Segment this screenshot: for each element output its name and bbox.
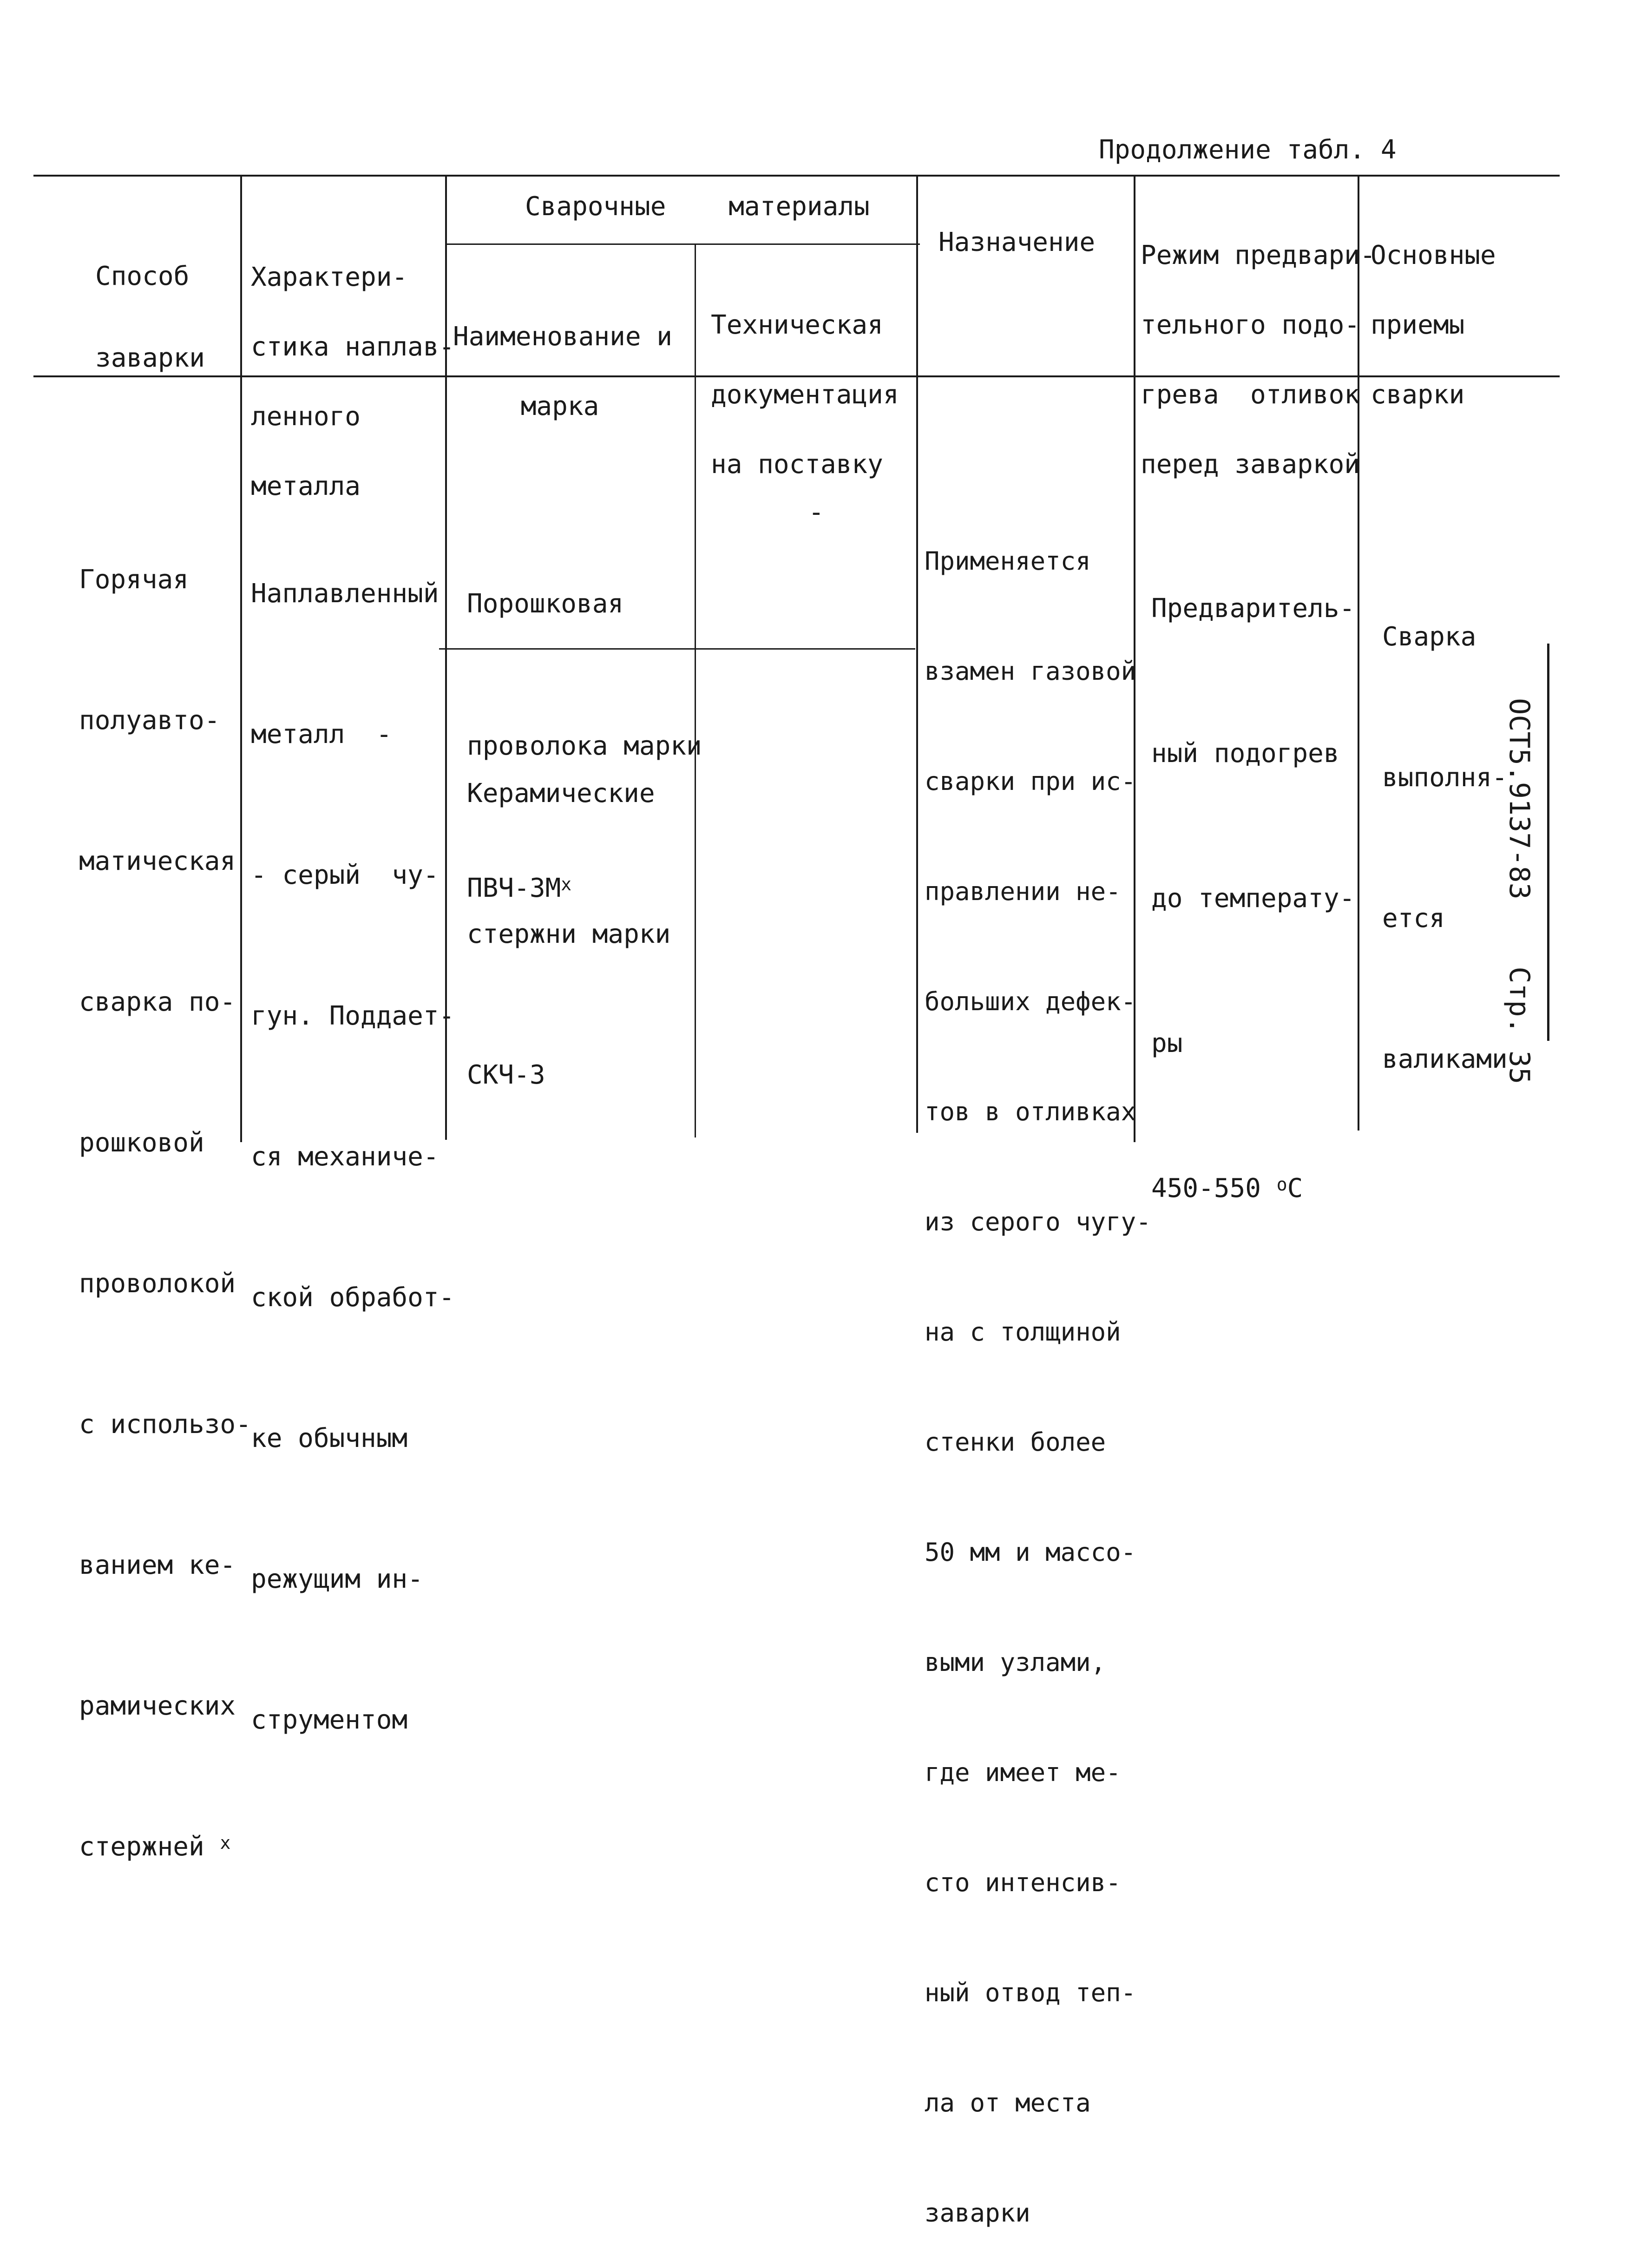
header-materials-doc: Техническая документация на поставку <box>711 310 899 480</box>
table-top-rule <box>33 175 1560 177</box>
cell-techniques: Сварка выполня- ется валиками <box>1382 622 1508 1074</box>
cell-purpose: Применяется взамен газовой сварки при ис- правлении не- больших дефек- тов в отливках из серого чугу- на с толщиной стенки более 50 мм и массо- выми узлами, где имеет ме- сто интенсив- ный отвод теп- ла от места заварки <box>925 546 1151 2228</box>
header-materials-name: Наименование и марка <box>453 322 673 421</box>
materials-subheader-rule <box>446 243 920 245</box>
header-characteristic: Характери- стика наплав- ленного металла <box>251 262 455 501</box>
header-techniques: Основные приемы сварки <box>1371 240 1496 410</box>
col-divider-4 <box>916 176 918 1133</box>
document-code: ОСТ5.9137-83 <box>1503 698 1535 900</box>
header-materials-group: Сварочные материалы <box>525 191 870 222</box>
header-method: Способ заварки <box>95 261 205 373</box>
cell-preheat: Предваритель- ный подогрев до температу- ры 450-550 $^о$С <box>1151 593 1355 1203</box>
header-purpose: Назначение <box>938 227 1096 257</box>
page-number: Стр. 35 <box>1503 966 1535 1085</box>
side-label <box>1505 664 1561 1084</box>
header-preheat: Режим предвари- тельного подо- грева отливок перед заваркой <box>1141 240 1376 480</box>
cell-characteristic: Наплавленный металл - - серый чу- гун. Поддает- ся механиче- ской обработ- ке обычным режущим ин- струментом <box>251 579 455 1735</box>
cell-material-1-doc: - <box>808 497 824 527</box>
cell-material-2: Керамические стержни марки СКЧ-3 <box>467 778 671 1090</box>
cell-method: Горячая полуавто- матическая сварка по- рошковой проволокой с использо- ванием ке- рамических стержней $^х$ <box>79 565 251 1862</box>
table-caption: Продолжение табл. 4 <box>1099 135 1397 165</box>
cell-material-1: Порошковая проволока марки ПВЧ-$3М^х$ <box>467 589 702 903</box>
